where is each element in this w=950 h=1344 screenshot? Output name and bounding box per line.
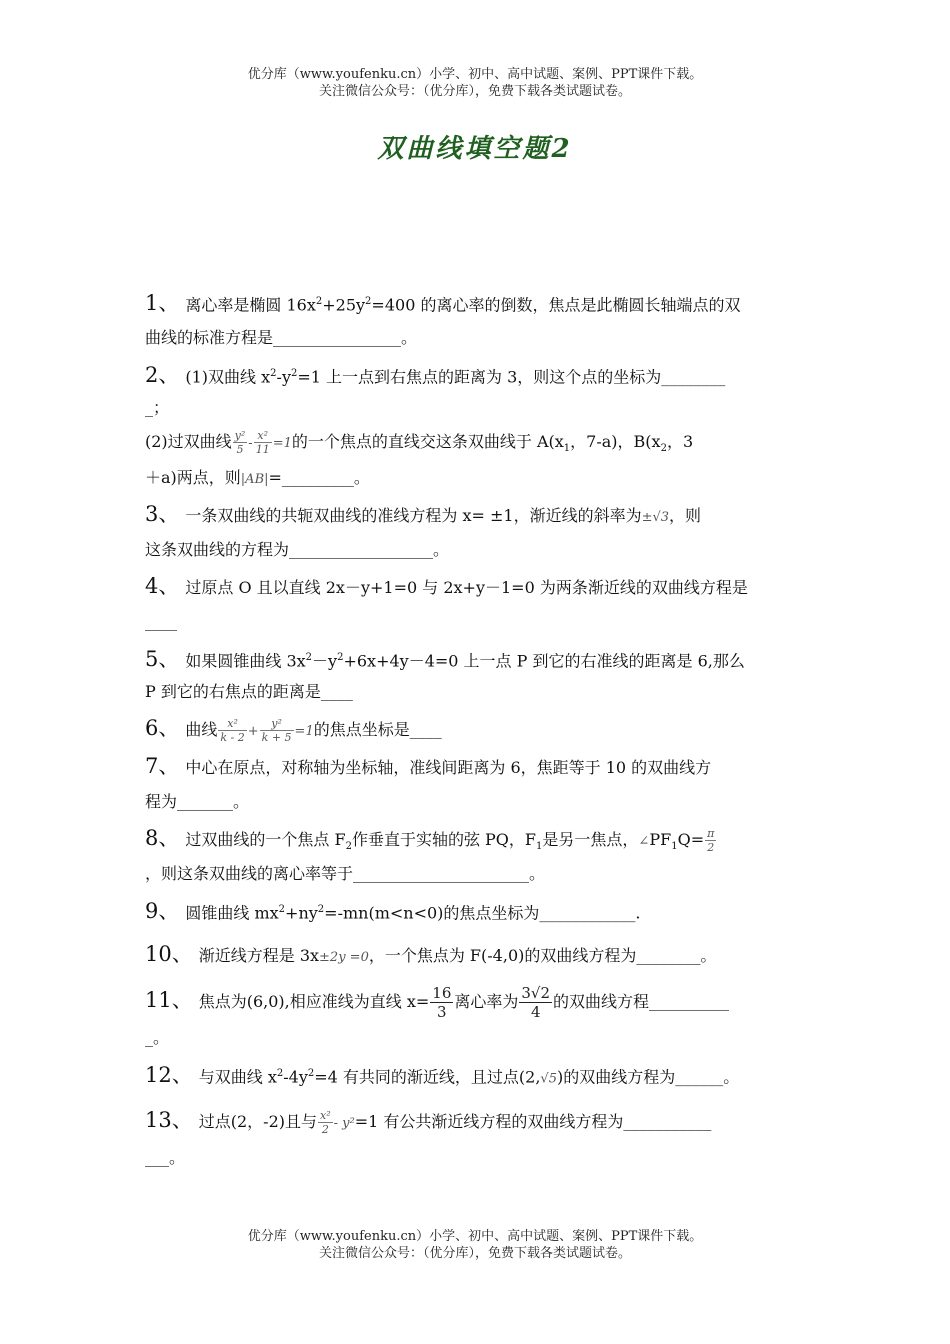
fraction-3root2-over-4: $\frac{3√2}{4}$ (521, 984, 551, 1021)
question-11-line-1: 11、 焦点为(6,0),相应准线为直线 x= $\frac{16}{3}$ 离心率为 $\frac{3√2}{4}$ 的双曲线方程__________ (145, 984, 730, 1021)
question-9-line-1: 9、 圆锥曲线 $mx^2+ny^2=-mn(m<n<0)$的焦点坐标为____________. (145, 899, 641, 924)
question-list (145, 284, 810, 1176)
fraction-x2-over-2: $\frac{\text{x²}}{2}$ (320, 1109, 331, 1136)
question-4-line-1: 4、 过原点 O 且以直线 2x－y+1=0 与 2x+y－1=0 为两条渐近线的双曲线方程是 (145, 574, 748, 598)
question-3-line-1: 3、 一条双曲线的共轭双曲线的准线方程为 x= ±1，渐近线的斜率为±√3，则 (145, 502, 702, 526)
question-13-line-1: 13、 过点(2，-2)且与 $\frac{\text{x²}}{2}$ - y²=1 有公共渐近线方程的双曲线方程为___________ (145, 1108, 712, 1136)
question-2-line-4: ＋a)两点，则|AB|=_________。 (145, 468, 370, 487)
question-13-line-2: ___。 (145, 1148, 186, 1167)
question-5-line-1: 5、 如果圆锥曲线 $3x^2-y^2+6x+4y-4=0$ 上一点 P 到它的右准线的距离是 6,那么 (145, 647, 745, 672)
question-8-line-2: ，则这条双曲线的离心率等于______________________。 (145, 864, 546, 883)
question-10-line-1: 10、 渐近线方程是 3x±2y =0，一个焦点为 F(-4,0)的双曲线方程为________。 (145, 942, 717, 966)
question-3-line-2: 这条双曲线的方程为__________________。 (145, 540, 450, 559)
fraction-pi-over-2: $\frac{\pi}{2}$ (707, 827, 715, 854)
header-line-2: 关注微信公众号：（优分库），免费下载各类试题试卷。 (318, 84, 631, 99)
question-7-line-1: 7、 中心在原点，对称轴为坐标轴，准线间距离为 6，焦距等于 10 的双曲线方 (145, 754, 712, 778)
page-header (0, 66, 950, 100)
question-1-line-1: 1、 离心率是椭圆 $16x^2+25y^2=400$ 的离心率的倒数，焦点是此椭圆长轴端点的双 (145, 291, 741, 316)
page-title: 双曲线填空题2 (377, 134, 573, 164)
question-7-line-2: 程为_______。 (145, 792, 250, 811)
question-12-line-1: 12、 与双曲线 $x^2-4y^2=4$ 有共同的渐近线，且过点(2,√5)的双曲线方程为______。 (145, 1063, 740, 1088)
footer-line-1: 优分库（www.youfenku.cn）小学、初中、高中试题、案例、PPT课件下载。 (247, 1229, 703, 1244)
question-5-line-2: P 到它的右焦点的距离是____ (145, 682, 353, 701)
fraction-y2-over-k-plus-5: $\frac{\text{y²}}{k + 5}$ (261, 717, 292, 744)
question-2-line-3: (2)过双曲线 $\frac{\text{y²}}{5}$ - $\frac{\text{x²}}{11}$ =1的一个焦点的直线交这条双曲线于 $A(x_1$，7-a)，$B(x_2$，3 (145, 429, 694, 456)
page-footer (0, 1228, 950, 1262)
fraction-16-over-3: $\frac{16}{3}$ (432, 984, 452, 1021)
fraction-y2-over-5: $\frac{\text{y²}}{5}$ (234, 429, 246, 456)
fraction-x2-over-k-minus-2: $\frac{\text{x²}}{k - 2}$ (220, 717, 245, 744)
question-2-line-2: _； (145, 398, 170, 417)
header-line-1: 优分库（www.youfenku.cn）小学、初中、高中试题、案例、PPT课件下载。 (247, 67, 703, 82)
question-11-line-2: _。 (145, 1028, 170, 1047)
question-2-line-1: 2、 (1)双曲线 $x^2-y^2=1$ 上一点到右焦点的距离为 3，则这个点的坐标为________ (145, 363, 726, 388)
question-6-line-1: 6、 曲线 $\frac{\text{x²}}{k - 2}$ + $\frac{\text{y²}}{k + 5}$ =1的焦点坐标是____ (145, 716, 442, 744)
question-8-line-1: 8、 过双曲线的一个焦点 $F_2$作垂直于实轴的弦 PQ，$F_1$是另一焦点，$\angle PF_1Q=$ $\frac{\pi}{2}$ (145, 826, 715, 854)
question-1-line-2: 曲线的标准方程是________________。 (145, 328, 418, 347)
question-4-line-2: ____ (145, 612, 177, 631)
fraction-x2-over-11: $\frac{\text{x²}}{11}$ (255, 429, 270, 456)
footer-line-2: 关注微信公众号：（优分库），免费下载各类试题试卷。 (318, 1246, 631, 1261)
